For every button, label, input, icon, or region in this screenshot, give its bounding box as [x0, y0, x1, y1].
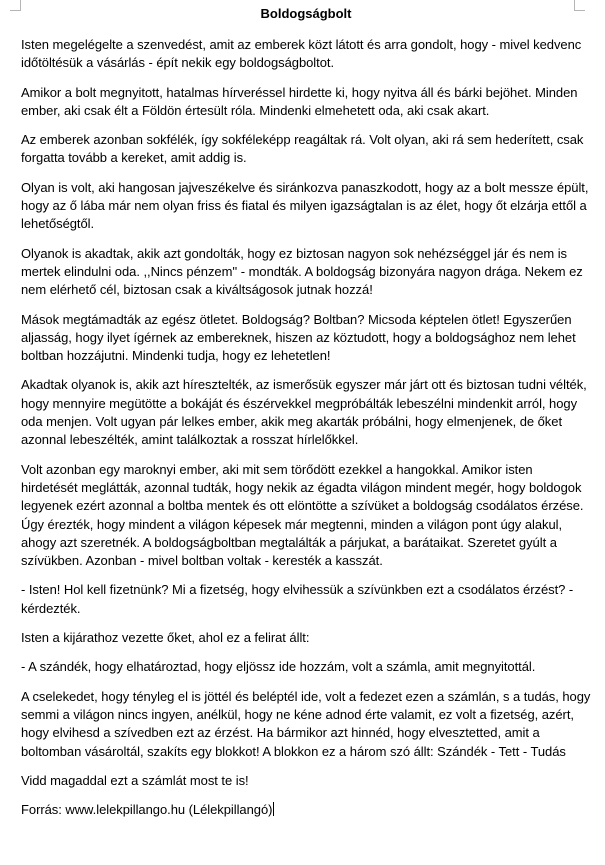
page-corner-mark-right	[574, 0, 585, 11]
paragraph-4: Olyan is volt, aki hangosan jajveszékelve és siránkozva panaszkodott, hogy az a bolt messze épült, hogy az ő lába már nem olyan friss és fiatal és milyen igazságtalan is az élet, hogy őt elzárja ettől a lehetőségtől.	[21, 179, 589, 232]
paragraph-13: Vidd magaddal ezt a számlát most te is!	[21, 772, 249, 788]
source-text: Forrás: www.lelekpillango.hu (Lélekpillangó)	[21, 802, 273, 818]
page-corner-mark-left	[10, 0, 21, 11]
paragraph-2: Amikor a bolt megnyitott, hatalmas hírveréssel hirdette ki, hogy nyitva áll és bárki bejöhet. Minden ember, aki csak élt a Földön értesült róla. Mindenki elmehetett oda, aki csak akart.	[21, 84, 578, 118]
paragraph-10: Isten a kijárathoz vezette őket, ahol ez a felirat állt:	[21, 630, 310, 646]
paragraph-1: Isten megelégelte a szenvedést, amit az emberek közt látott és arra gondolt, hogy - mivel kedvenc időtöltésük a vásárlás - épít nekik egy boldogságboltot.	[21, 37, 582, 71]
source-line	[21, 801, 591, 819]
paragraph-12: A cselekedet, hogy tényleg el is jöttél és beléptél ide, volt a fedezet ezen a számlán, s a tudás, hogy semmi a világon nincs ingyen, anélkül, hogy ne kéne adnod érte valamit, ez volt a fizetség, azért, hogy elvihesd a szívedben ezt az érzést. Ha bármikor azt hinnéd, hogy elvesztetted, amit a boltomban vásároltál, szakíts egy blokkot! A blokkon ez a három szó állt: Szándék - Tett - Tudás	[21, 688, 591, 759]
paragraph-6: Mások megtámadták az egész ötletet. Boldogság? Boltban? Micsoda képtelen ötlet! Egyszerűen aljasság, hogy ilyet ígérnek az embereknek, hiszen az köztudott, hogy a boldogsághoz nem lehet boltban hozzájutni. Mindenki tudja, hogy ez lehetetlen!	[21, 311, 576, 364]
text-cursor	[273, 802, 274, 816]
paragraph-3: Az emberek azonban sokfélék, így sokféleképp reagáltak rá. Volt olyan, aki rá sem hederített, csak forgatta tovább a kereket, amit addig is.	[21, 132, 584, 166]
paragraph-7: Akadtak olyanok is, akik azt híresztelték, az ismerősük egyszer már járt ott és biztosan tudni vélték, hogy mennyire megütötte a bokáját és észérvekkel megpróbálták lebeszélni mindenkit arról, hogy oda menjen. Volt ugyan pár lelkes ember, akik meg akarták próbálni, hogy elmenjenek, de őket azonnal lebeszélték, amint találkoztak a rosszat hírlelőkkel.	[21, 377, 587, 448]
paragraph-5: Olyanok is akadtak, akik azt gondolták, hogy ez biztosan nagyon sok nehézséggel jár és nem is mertek elindulni oda. ,,Nincs pénzem'' - mondták. A boldogság bizonyára nagyon drága. Nekem ez nem elérhető cél, biztosan csak a kiváltságosok jutnak hozzá!	[21, 245, 583, 298]
paragraph-11: - A szándék, hogy elhatároztad, hogy eljössz ide hozzám, volt a számla, amit megnyitottál.	[21, 659, 536, 675]
paragraph-9: - Isten! Hol kell fizetnünk? Mi a fizetség, hogy elvihessük a szívünkben ezt a csodálatos érzést? - kérdezték.	[21, 582, 574, 616]
document-title: Boldogságbolt	[260, 6, 352, 21]
paragraph-8: Volt azonban egy maroknyi ember, aki mit sem törődött ezekkel a hangokkal. Amikor isten hirdetését meglátták, azonnal tudták, hogy nekik az égadta világon mindent megér, hogy boldogok legyenek ezért azonnal a boltba mentek és ott elöntötte a szívüket a boldogság csodálatos érzése. Úgy érezték, hogy mindent a világon képesek már megtenni, minden a világon pont úgy alakul, ahogy azt szeretnék. A boldogságboltban megtalálták a párjukat, a barátaikat. Szeretet gyúlt a szívükben. Azonban - mivel boltban voltak - keresték a kasszát.	[21, 461, 584, 569]
